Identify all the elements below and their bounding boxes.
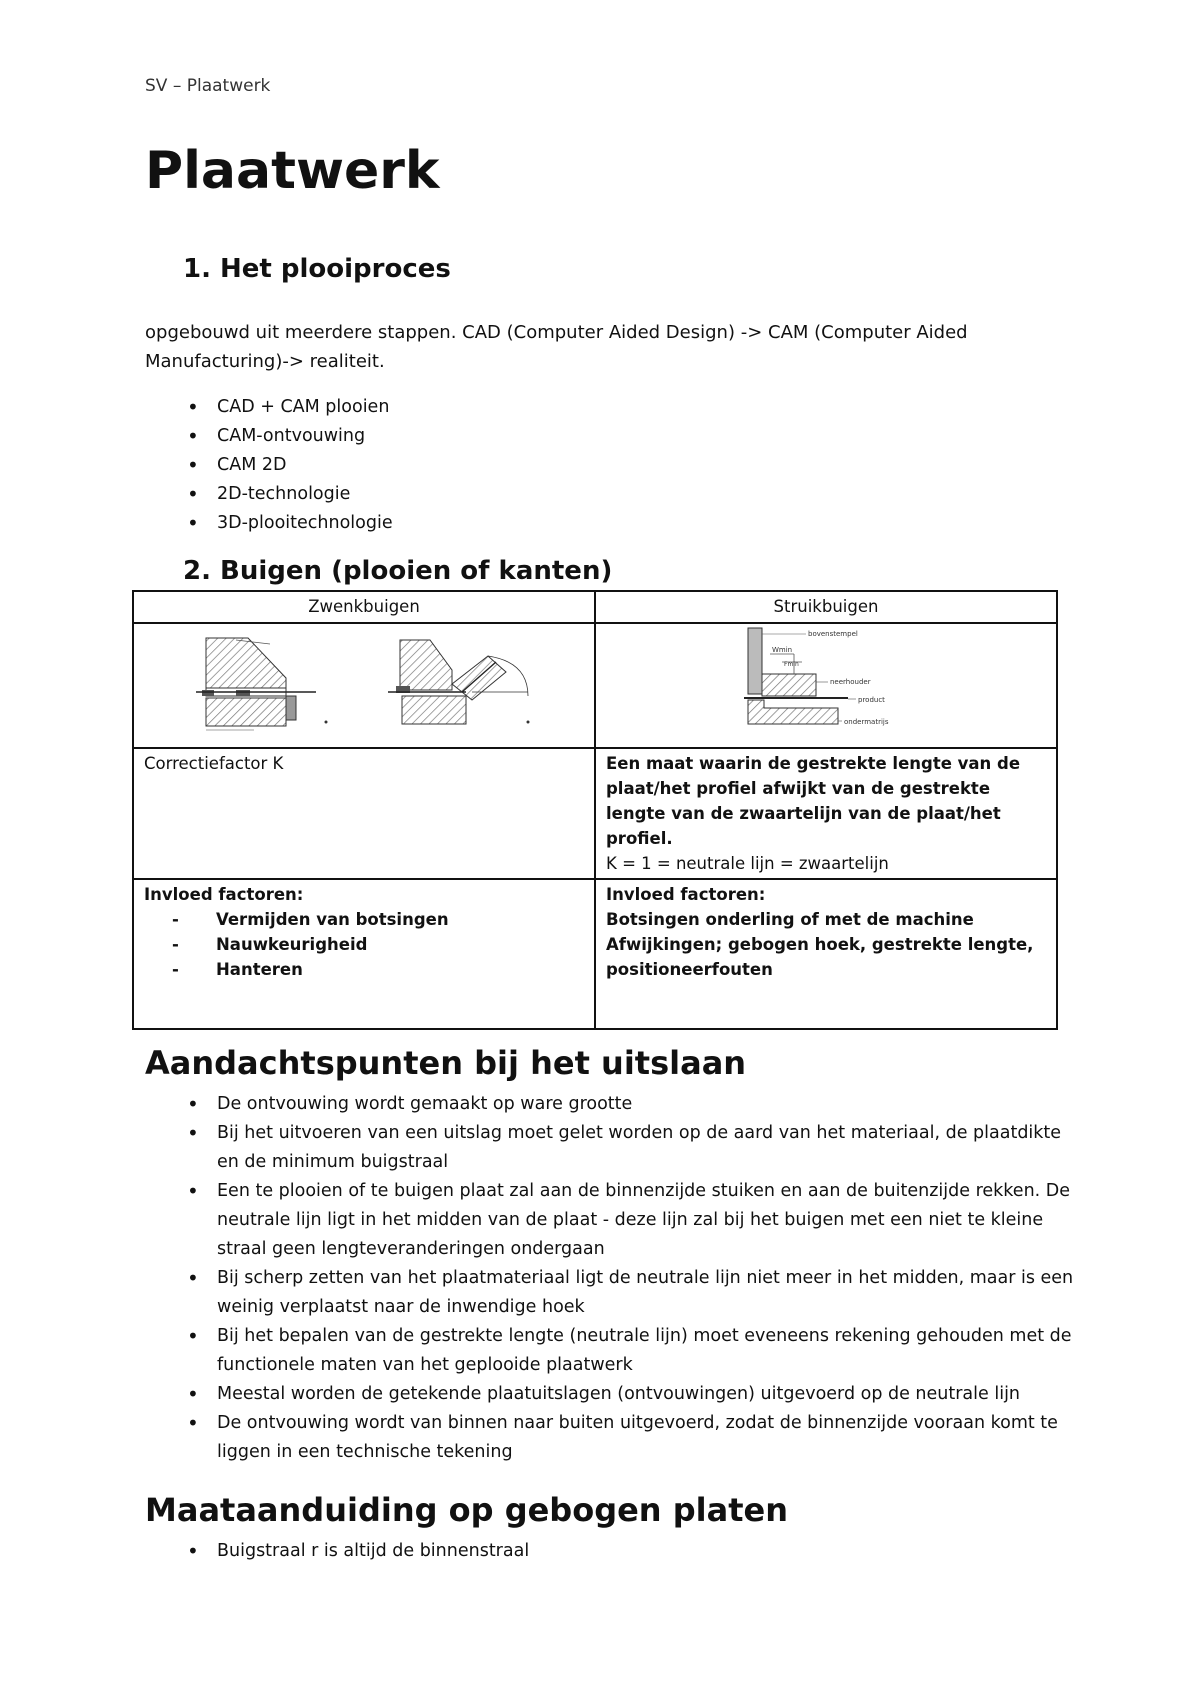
list-item: • Bij het uitvoeren van een uitslag moet gelet worden op de aard van het materiaal, de plaatdikte en de minimum buigstraal: [145, 1119, 1075, 1177]
struik-influence-line: positioneerfouten: [606, 960, 773, 979]
figure-label-wmin: Wmin: [772, 646, 793, 654]
zwenkbuigen-figure-cell: [133, 623, 595, 748]
struikbuigen-figure-cell: [595, 623, 1057, 748]
list-item: • CAM-ontvouwing: [145, 422, 1075, 451]
list-item: • Bij scherp zetten van het plaatmateriaal ligt de neutrale lijn niet meer in het midden, maar is een weinig verplaatst naar de inwendige hoek: [145, 1264, 1075, 1322]
zwenk-influence-title: Invloed factoren:: [144, 885, 304, 904]
buigen-table: [132, 590, 1058, 1030]
zwenk-influence-cell: [133, 879, 595, 1029]
list-item: - Vermijden van botsingen: [144, 907, 584, 932]
section-heading-buigen: 2. Buigen (plooien of kanten): [183, 556, 613, 586]
figure-label-neerhouder: neerhouder: [830, 678, 871, 686]
struik-influence-line: Botsingen onderling of met de machine: [606, 910, 974, 929]
uitslaan-list: [145, 1090, 1075, 1467]
maataanduiding-list: [145, 1537, 1075, 1566]
figure-label-ondermatrijs: ondermatrijs: [844, 718, 889, 726]
list-item: • 3D-plooitechnologie: [145, 509, 1075, 538]
struik-influence-line: Afwijkingen; gebogen hoek, gestrekte lengte,: [606, 935, 1034, 954]
document-title: Plaatwerk: [145, 141, 440, 201]
list-item: • Buigstraal r is altijd de binnenstraal: [145, 1537, 1075, 1566]
list-item: - Hanteren: [144, 957, 584, 982]
section-heading-plooiproces: 1. Het plooiproces: [183, 254, 451, 284]
correction-definition-cell: [595, 748, 1057, 879]
list-item: • Een te plooien of te buigen plaat zal aan de binnenzijde stuiken en aan de buitenzijde rekken. De neutrale lijn ligt in het midden van de plaat - deze lijn zal bij het buigen met een niet te kleine straal geen lengteveranderingen ondergaan: [145, 1177, 1075, 1264]
section-heading-uitslaan: Aandachtspunten bij het uitslaan: [145, 1044, 747, 1082]
column-header-struikbuigen: Struikbuigen: [595, 591, 1057, 623]
correction-definition: Een maat waarin de gestrekte lengte van de plaat/het profiel afwijkt van de gestrekte lengte van de zwaartelijn van de plaat/het profiel.: [606, 754, 1021, 848]
list-item: - Nauwkeurigheid: [144, 932, 584, 957]
figure-label-bovenstempel: bovenstempel: [808, 630, 858, 638]
intro-paragraph: opgebouwd uit meerdere stappen. CAD (Computer Aided Design) -> CAM (Computer Aided Manufacturing)-> realiteit.: [145, 322, 968, 372]
correction-factor-label: Correctiefactor K: [144, 754, 284, 773]
struikbuigen-diagram: [598, 626, 1054, 738]
list-item: • Meestal worden de getekende plaatuitslagen (ontvouwingen) uitgevoerd op de neutrale lijn: [145, 1380, 1075, 1409]
list-item: • 2D-technologie: [145, 480, 1075, 509]
struik-influence-cell: [595, 879, 1057, 1029]
figure-label-fmin: Fmin: [784, 661, 799, 668]
struik-influence-title: Invloed factoren:: [606, 885, 766, 904]
zwenkbuigen-diagram: [136, 626, 592, 738]
correction-label-cell: [133, 748, 595, 879]
column-header-zwenkbuigen: Zwenkbuigen: [133, 591, 595, 623]
list-item: • CAM 2D: [145, 451, 1075, 480]
figure-label-product: product: [858, 696, 885, 704]
plooiproces-list: [145, 393, 1075, 538]
section-heading-maataanduiding: Maataanduiding op gebogen platen: [145, 1491, 788, 1529]
correction-formula: K = 1 = neutrale lijn = zwaartelijn: [606, 854, 889, 873]
running-header: SV – Plaatwerk: [145, 76, 271, 96]
list-item: • Bij het bepalen van de gestrekte lengte (neutrale lijn) moet eveneens rekening gehouden met de functionele maten van het geplooide plaatwerk: [145, 1322, 1075, 1380]
list-item: • De ontvouwing wordt van binnen naar buiten uitgevoerd, zodat de binnenzijde vooraan komt te liggen in een technische tekening: [145, 1409, 1075, 1467]
list-item: • CAD + CAM plooien: [145, 393, 1075, 422]
list-item: • De ontvouwing wordt gemaakt op ware grootte: [145, 1090, 1075, 1119]
zwenk-influence-list: [144, 907, 584, 982]
